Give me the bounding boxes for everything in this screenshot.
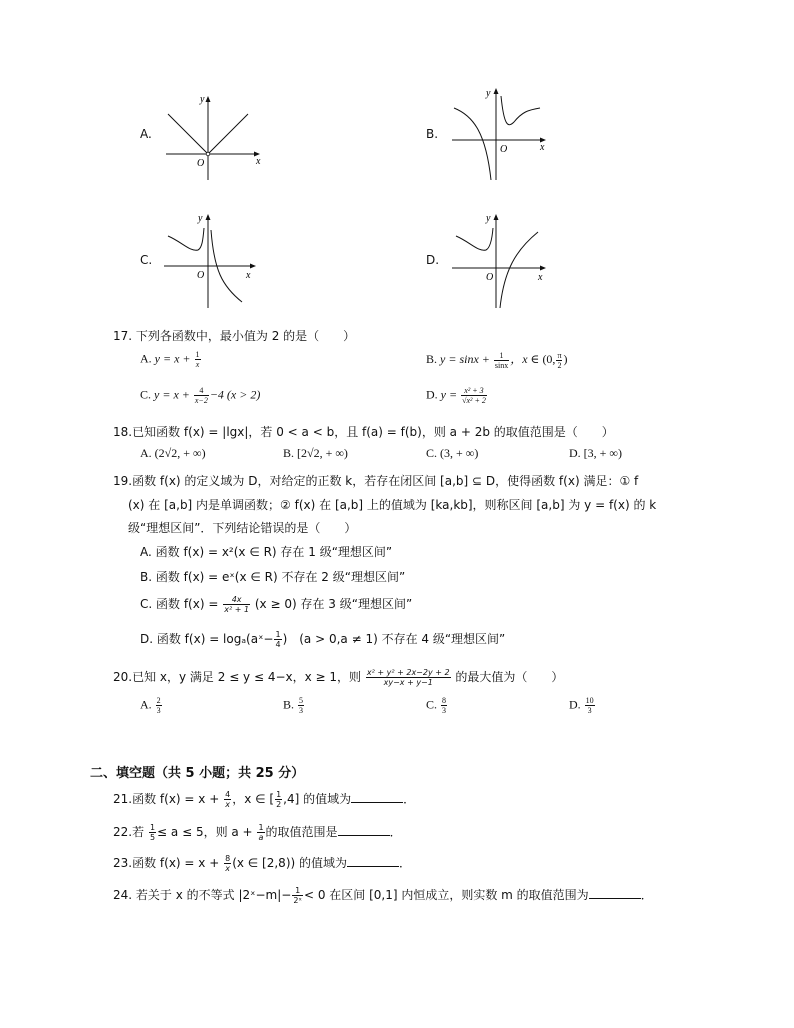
q20-option-d: D. $\frac{10}{3}$ — [569, 696, 594, 715]
q20-option-c: C. $\frac{8}{3}$ — [426, 696, 447, 715]
origin-label: O — [197, 158, 205, 169]
q20-option-b: B. $\frac{5}{3}$ — [283, 696, 304, 715]
q22: 22.若 $\frac{1}{5}$ ≤ a ≤ 5，则 a + $\frac{1}{a}$ 的取值范围是 ． — [113, 823, 402, 842]
q18-option-c: C. (3, + ∞) — [426, 446, 479, 460]
answer-blank[interactable] — [589, 888, 641, 899]
answer-blank[interactable] — [347, 856, 399, 867]
q23: 23.函数 f(x) = x + $\frac{8}{x}$ (x ∈ [2,8)) 的值域为 ． — [113, 854, 412, 873]
q19-option-d: D. 函数 f(x) = logₐ(aˣ− $\frac{1}{4}$ ) (a > 0,a ≠ 1) 不存在 4 级“理想区间” — [140, 630, 506, 649]
q19-option-b: B. 函数 f(x) = eˣ(x ∈ R) 不存在 2 级“理想区间” — [140, 570, 406, 584]
axis-y-label: y — [486, 213, 491, 224]
origin-label: O — [500, 144, 508, 155]
q19-line2: (x) 在 [a,b] 内是单调函数；② f(x) 在 [a,b] 上的值域为 [ka,kb]，则称区间 [a,b] 为 y = f(x) 的 k — [128, 498, 657, 512]
q17-stem: 17. 下列各函数中，最小值为 2 的是（ ） — [113, 329, 356, 343]
origin-label: O — [197, 270, 205, 281]
axis-y-label: y — [200, 94, 205, 105]
graph-a-label: A. — [140, 127, 152, 141]
section-title: 二、填空题（共 5 小题；共 25 分） — [90, 766, 305, 781]
q17-option-c: C. y = x + $\frac{4}{x-2}$ −4 (x > 2) — [140, 386, 261, 405]
answer-blank[interactable] — [338, 825, 390, 836]
q19-option-a: A. 函数 f(x) = x²(x ∈ R) 存在 1 级“理想区间” — [140, 545, 393, 559]
graph-d — [448, 210, 558, 310]
q17-option-d: D. y = $\frac{\text{x² + 3}}{\text{√x² + 2}}$ — [426, 386, 486, 405]
q20-stem: 20.已知 x，y 满足 2 ≤ y ≤ 4−x，x ≥ 1，则 $\frac{\text{x² + y² + 2x−2y + 2}}{xy-x + y-1}$ 的最大值为（ ） — [113, 668, 564, 687]
graph-b — [448, 86, 558, 182]
q19-line3: 级“理想区间”．下列结论错误的是（ ） — [128, 521, 357, 535]
q19-line1: 19.函数 f(x) 的定义域为 D，对给定的正数 k，若存在闭区间 [a,b] ⊆ D，使得函数 f(x) 满足：① f — [113, 474, 639, 488]
q18-option-d: D. [3, + ∞) — [569, 446, 622, 460]
q20-option-a: A. $\frac{2}{3}$ — [140, 696, 161, 715]
graph-c-label: C. — [140, 253, 153, 267]
axis-x-label: x — [538, 272, 543, 283]
q18-stem: 18.已知函数 f(x) = |lgx|，若 0 < a < b，且 f(a) = f(b)，则 a + 2b 的取值范围是（ ） — [113, 425, 614, 439]
axis-x-label: x — [256, 156, 261, 167]
origin-label: O — [486, 272, 494, 283]
axis-x-label: x — [246, 270, 251, 281]
q21: 21.函数 f(x) = x + $\frac{4}{x}$ ，x ∈ [ $\frac{1}{2}$ ,4] 的值域为 ． — [113, 790, 416, 809]
q19-option-c: C. 函数 f(x) = $\frac{4x}{\text{x² + 1}}$ (x ≥ 0) 存在 3 级“理想区间” — [140, 595, 413, 614]
axis-y-label: y — [198, 213, 203, 224]
q18-option-a: A. (2√2, + ∞) — [140, 446, 206, 460]
graph-b-label: B. — [426, 127, 439, 141]
q18-option-b: B. [2√2, + ∞) — [283, 446, 348, 460]
graph-c — [160, 210, 270, 310]
graph-d-label: D. — [426, 253, 440, 267]
q17-option-a: A. y = x + $\frac{1}{x}$ — [140, 350, 200, 369]
graph-a — [160, 90, 270, 182]
axis-x-label: x — [540, 142, 545, 153]
q17-option-b: B. y = sinx + $\frac{1}{\sin x}$ ，x ∈ (0, $\frac{\pi}{2}$ ) — [426, 350, 568, 370]
q24: 24. 若关于 x 的不等式 |2ˣ−m|− $\frac{1}{\text{2ˣ}}$ < 0 在区间 [0,1] 内恒成立，则实数 m 的取值范围为 ． — [113, 886, 653, 905]
axis-y-label: y — [486, 88, 491, 99]
answer-blank[interactable] — [351, 792, 403, 803]
